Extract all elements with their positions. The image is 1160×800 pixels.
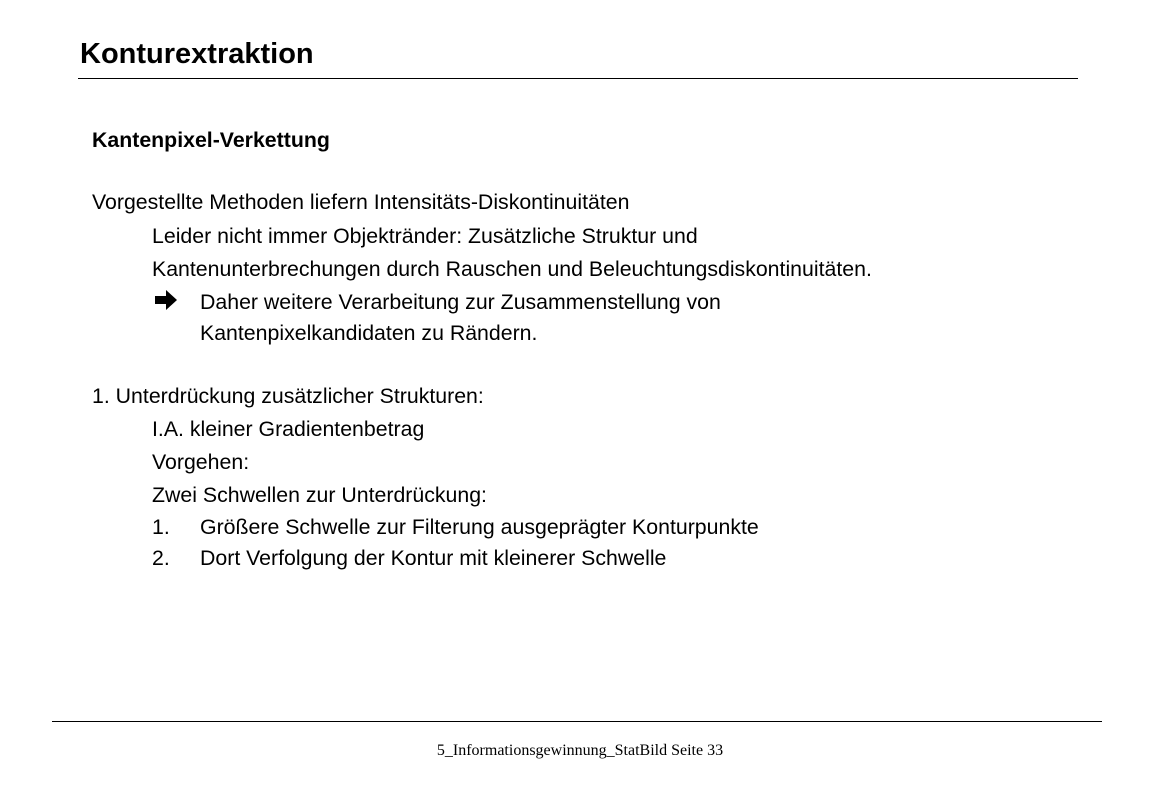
step-number: 2. bbox=[152, 546, 170, 570]
step-text: Dort Verfolgung der Kontur mit kleinerer Schwelle bbox=[200, 546, 667, 570]
detail-line-1: Leider nicht immer Objektränder: Zusätzliche Struktur und bbox=[152, 224, 698, 248]
step-number: 1. bbox=[152, 515, 170, 539]
footer-divider bbox=[52, 721, 1102, 722]
procedure-intro: Zwei Schwellen zur Unterdrückung: bbox=[152, 483, 487, 507]
right-arrow-icon bbox=[153, 285, 179, 315]
section-heading: Kantenpixel-Verkettung bbox=[92, 128, 330, 152]
intro-text: Vorgestellte Methoden liefern Intensitäts-Diskontinuitäten bbox=[92, 190, 630, 214]
footer-text: 5_Informationsgewinnung_StatBild Seite 33 bbox=[436, 742, 724, 759]
point-1-note: I.A. kleiner Gradientenbetrag bbox=[152, 417, 425, 441]
point-1-heading: 1. Unterdrückung zusätzlicher Strukturen: bbox=[92, 384, 484, 408]
procedure-label: Vorgehen: bbox=[152, 450, 250, 474]
detail-line-2: Kantenunterbrechungen durch Rauschen und Beleuchtungsdiskontinuitäten. bbox=[152, 257, 872, 281]
step-text: Größere Schwelle zur Filterung ausgeprägter Konturpunkte bbox=[200, 515, 759, 539]
slide-title: Konturextraktion bbox=[80, 38, 314, 70]
conclusion-line-1: Daher weitere Verarbeitung zur Zusammenstellung von bbox=[200, 290, 721, 314]
conclusion-line-2: Kantenpixelkandidaten zu Rändern. bbox=[200, 321, 538, 345]
title-divider bbox=[78, 78, 1078, 79]
